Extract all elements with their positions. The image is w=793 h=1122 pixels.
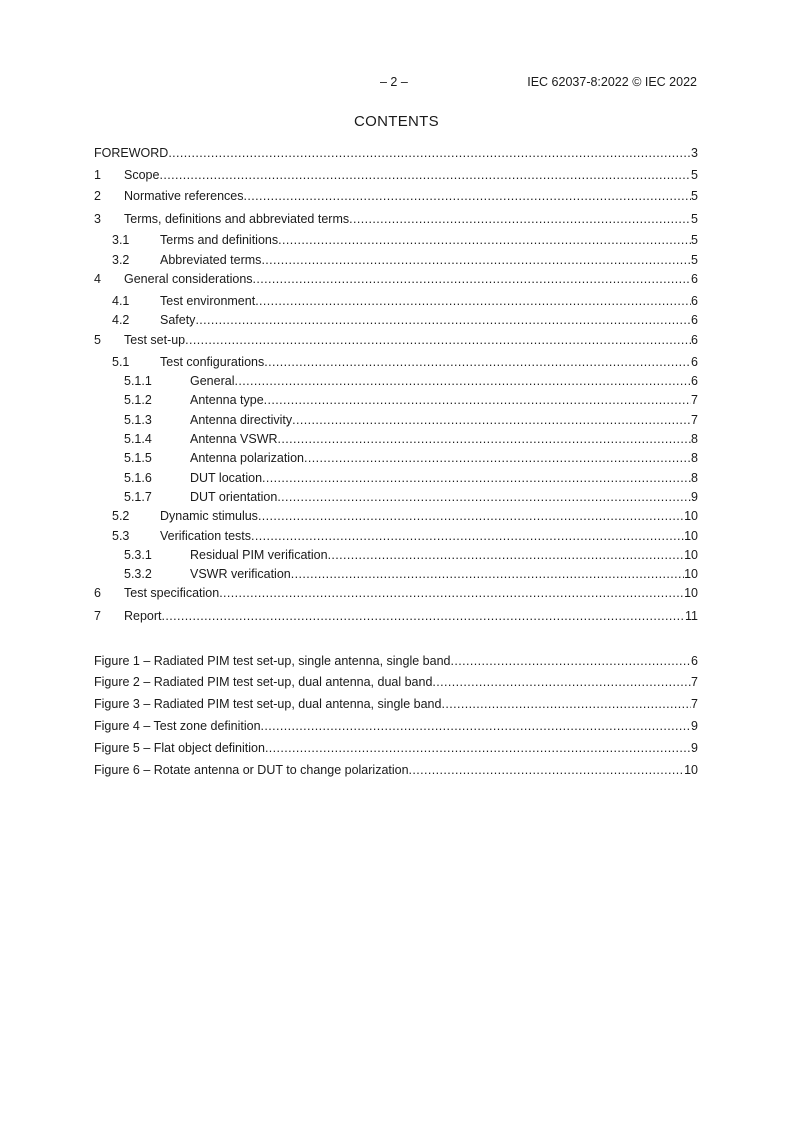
toc-entry-text: VSWR verification xyxy=(190,567,291,581)
figure-entry-page: 7 xyxy=(691,697,698,711)
toc-entry-number: 5.1.6 xyxy=(124,471,152,485)
toc-entry[interactable] xyxy=(94,332,698,348)
toc-entry[interactable] xyxy=(94,412,698,428)
toc-entry-number: 1 xyxy=(94,168,101,182)
toc-entry-text: Report xyxy=(124,609,162,623)
toc-entry-number: 2 xyxy=(94,189,101,203)
figure-entry-page: 7 xyxy=(691,675,698,689)
toc-entry[interactable] xyxy=(94,211,698,227)
toc-entry[interactable] xyxy=(94,470,698,486)
toc-entry-page: 11 xyxy=(685,609,698,623)
toc-entry-text: Antenna polarization xyxy=(190,451,304,465)
toc-entry-page: 10 xyxy=(684,529,698,543)
toc-entry[interactable] xyxy=(94,232,698,248)
toc-entry-text: Test configurations xyxy=(160,355,265,369)
toc-entry-page: 6 xyxy=(691,294,698,308)
figure-entry-text: Figure 5 – Flat object definition xyxy=(94,741,265,755)
toc-entry-text: Normative references xyxy=(124,189,244,203)
toc-entry-number: 5.1.2 xyxy=(124,393,152,407)
toc-entry-text: General considerations xyxy=(124,272,253,286)
figure-entry-text: Figure 2 – Radiated PIM test set-up, dual antenna, dual band xyxy=(94,675,433,689)
toc-entry[interactable] xyxy=(94,608,698,624)
figure-entry[interactable] xyxy=(94,718,698,734)
toc-entry-page: 10 xyxy=(684,548,698,562)
toc-entry-text: Antenna VSWR xyxy=(190,432,278,446)
figure-entry-text: Figure 3 – Radiated PIM test set-up, dual antenna, single band xyxy=(94,697,442,711)
figure-entry[interactable] xyxy=(94,696,698,712)
page-header-number: – 2 – xyxy=(380,75,408,89)
figure-entry[interactable] xyxy=(94,674,698,690)
toc-entry-number: 5.1.3 xyxy=(124,413,152,427)
toc-entry-number: 5 xyxy=(94,333,101,347)
toc-entry-number: 7 xyxy=(94,609,101,623)
toc-entry[interactable] xyxy=(94,431,698,447)
toc-entry-number: 5.2 xyxy=(112,509,130,523)
toc-entry-text: Verification tests xyxy=(160,529,252,543)
toc-entry-number: 5.1 xyxy=(112,355,130,369)
toc-entry-page: 6 xyxy=(691,355,698,369)
toc-entry-text: FOREWORD xyxy=(94,146,169,160)
figure-entry[interactable] xyxy=(94,653,698,669)
toc-entry-text: Terms and definitions xyxy=(160,233,279,247)
figure-entry-page: 10 xyxy=(684,763,698,777)
toc-entry-text: Scope xyxy=(124,168,160,182)
toc-entry-text: Residual PIM verification xyxy=(190,548,328,562)
toc-entry[interactable] xyxy=(94,392,698,408)
figure-entry[interactable] xyxy=(94,740,698,756)
toc-entry-page: 5 xyxy=(691,253,698,267)
figure-entry-page: 6 xyxy=(691,654,698,668)
toc-entry-page: 7 xyxy=(691,413,698,427)
toc-entry[interactable] xyxy=(94,271,698,287)
toc-entry-page: 10 xyxy=(684,509,698,523)
figure-entry-text: Figure 4 – Test zone definition xyxy=(94,719,261,733)
figure-entry[interactable] xyxy=(94,762,698,778)
figure-entry-page: 9 xyxy=(691,741,698,755)
toc-entry[interactable] xyxy=(94,312,698,328)
toc-entry[interactable] xyxy=(94,373,698,389)
toc-entry-page: 6 xyxy=(691,313,698,327)
toc-entry[interactable] xyxy=(94,566,698,582)
toc-entry[interactable] xyxy=(94,489,698,505)
toc-entry-number: 3.2 xyxy=(112,253,130,267)
toc-entry-number: 4.2 xyxy=(112,313,130,327)
toc-entry-text: Abbreviated terms xyxy=(160,253,262,267)
toc-entry-text: Antenna type xyxy=(190,393,264,407)
toc-entry-number: 3 xyxy=(94,212,101,226)
toc-entry-number: 4 xyxy=(94,272,101,286)
toc-entry-text: DUT location xyxy=(190,471,263,485)
toc-entry-page: 9 xyxy=(691,490,698,504)
toc-entry[interactable] xyxy=(94,354,698,370)
toc-entry[interactable] xyxy=(94,450,698,466)
toc-entry-page: 3 xyxy=(691,146,698,160)
toc-entry[interactable] xyxy=(94,508,698,524)
toc-entry-number: 4.1 xyxy=(112,294,130,308)
toc-entry-number: 6 xyxy=(94,586,101,600)
toc-entry-text: Test environment xyxy=(160,294,256,308)
toc-entry-page: 8 xyxy=(691,451,698,465)
toc-entry-number: 5.3 xyxy=(112,529,130,543)
toc-entry[interactable] xyxy=(94,528,698,544)
toc-entry-number: 5.1.4 xyxy=(124,432,152,446)
toc-entry-number: 5.1.7 xyxy=(124,490,152,504)
page-header-standard: IEC 62037-8:2022 © IEC 2022 xyxy=(527,75,697,89)
toc-entry-page: 6 xyxy=(691,333,698,347)
toc-entry-text: Test set-up xyxy=(124,333,186,347)
figure-entry-text: Figure 1 – Radiated PIM test set-up, single antenna, single band xyxy=(94,654,451,668)
toc-entry[interactable] xyxy=(94,167,698,183)
toc-entry-page: 5 xyxy=(691,212,698,226)
toc-entry[interactable] xyxy=(94,188,698,204)
toc-entry-page: 8 xyxy=(691,471,698,485)
toc-entry-number: 5.1.1 xyxy=(124,374,152,388)
toc-entry[interactable] xyxy=(94,293,698,309)
toc-entry-text: General xyxy=(190,374,235,388)
page-title: CONTENTS xyxy=(354,113,439,130)
toc-entry-text: Terms, definitions and abbreviated terms xyxy=(124,212,350,226)
toc-entry-page: 10 xyxy=(684,567,698,581)
toc-entry-number: 5.1.5 xyxy=(124,451,152,465)
toc-entry-number: 3.1 xyxy=(112,233,130,247)
figure-entry-text: Figure 6 – Rotate antenna or DUT to change polarization xyxy=(94,763,409,777)
toc-entry-text: Safety xyxy=(160,313,196,327)
toc-entry[interactable] xyxy=(94,252,698,268)
toc-entry-text: Test specification xyxy=(124,586,220,600)
toc-entry-page: 10 xyxy=(684,586,698,600)
toc-entry-text: DUT orientation xyxy=(190,490,278,504)
toc-entry-foreword[interactable] xyxy=(94,145,698,161)
figure-entry-page: 9 xyxy=(691,719,698,733)
toc-entry[interactable] xyxy=(94,585,698,601)
toc-entry-text: Antenna directivity xyxy=(190,413,293,427)
toc-entry-page: 5 xyxy=(691,168,698,182)
toc-entry-page: 5 xyxy=(691,233,698,247)
toc-entry[interactable] xyxy=(94,547,698,563)
toc-entry-page: 7 xyxy=(691,393,698,407)
toc-entry-number: 5.3.2 xyxy=(124,567,152,581)
toc-entry-text: Dynamic stimulus xyxy=(160,509,258,523)
toc-entry-page: 8 xyxy=(691,432,698,446)
toc-entry-number: 5.3.1 xyxy=(124,548,152,562)
toc-entry-page: 6 xyxy=(691,272,698,286)
toc-entry-page: 6 xyxy=(691,374,698,388)
toc-entry-page: 5 xyxy=(691,189,698,203)
